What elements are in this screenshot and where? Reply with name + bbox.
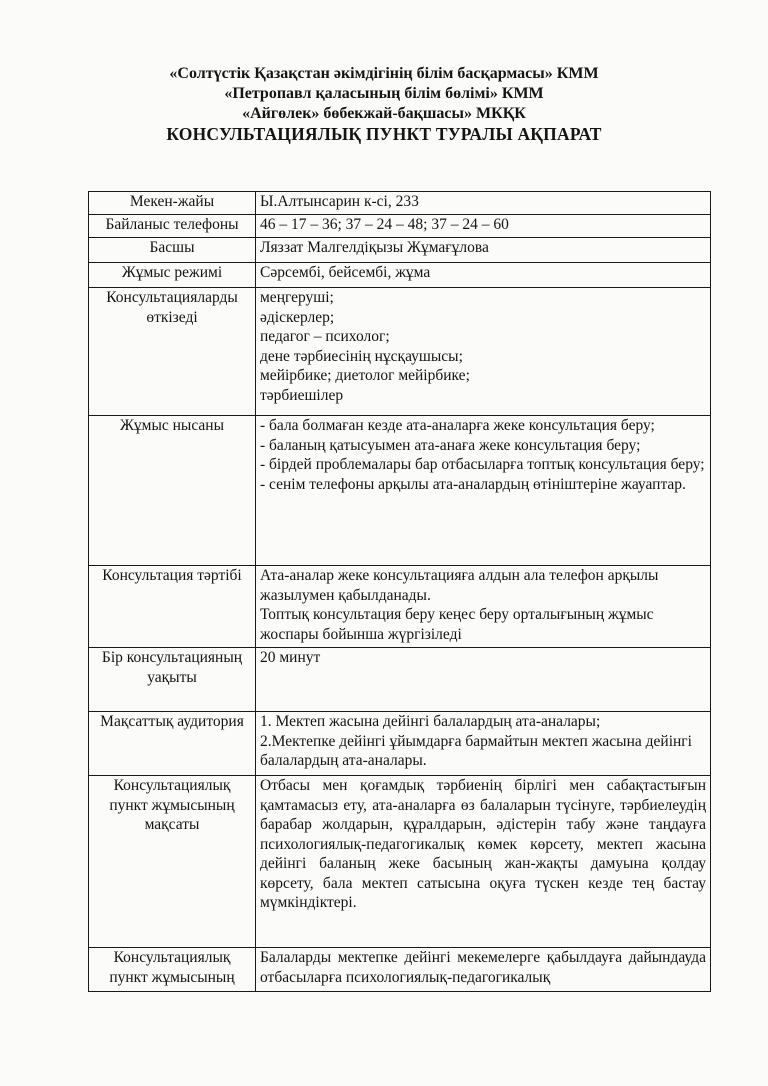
- value-consultants: [256, 288, 711, 416]
- value-forms: [256, 416, 711, 566]
- table-row-order: [89, 566, 711, 648]
- list-item: меңгеруші;: [260, 289, 334, 306]
- header-line-region: «Солтүстік Қазақстан әкімдігінің білім басқармасы» КММ: [169, 65, 599, 82]
- label-head: Басшы: [89, 238, 256, 263]
- label-schedule: Жұмыс режимі: [89, 263, 256, 288]
- value-order: [256, 566, 711, 648]
- label-audience: Мақсаттық аудитория: [89, 712, 256, 776]
- list-item: мейірбике; диетолог мейірбике;: [260, 367, 470, 384]
- document-header: [0, 64, 768, 144]
- label-goal: Консультациялық пункт жұмысының мақсаты: [89, 776, 256, 948]
- table-row-head: [89, 238, 711, 263]
- document-title: КОНСУЛЬТАЦИЯЛЫҚ ПУНКТ ТУРАЛЫ АҚПАРАТ: [166, 124, 602, 144]
- table-row-tasks: [89, 948, 711, 992]
- value-address: Ы.Алтынсарин к-сі, 233: [256, 192, 711, 215]
- list-item: Ата-аналар жеке консультацияға алдын ала телефон арқылы жазылумен қабылданады.: [260, 567, 659, 604]
- list-item: - сенім телефоны арқылы ата-аналардың өтініштеріне жауаптар.: [260, 475, 686, 493]
- table-row-goal: [89, 776, 711, 948]
- value-audience: [256, 712, 711, 776]
- table-row-phone: [89, 215, 711, 238]
- info-table: [88, 191, 711, 992]
- header-line-city: «Петропавл қаласының білім бөлімі» КММ: [224, 85, 544, 102]
- list-item: педагог – психолог;: [260, 328, 390, 345]
- label-address: Мекен-жайы: [89, 192, 256, 215]
- value-head: Ляззат Малгелдіқызы Жұмағұлова: [256, 238, 711, 263]
- list-item: - бірдей проблемалары бар отбасыларға топтық консультация беру;: [260, 456, 705, 473]
- list-item: дене тәрбиесінің нұсқаушысы;: [260, 347, 463, 365]
- label-order: Консультация тәртібі: [89, 566, 256, 648]
- list-item: - баланың қатысуымен ата-анаға жеке консультация беру;: [260, 436, 641, 454]
- header-line-kindergarten: «Айгөлек» бөбекжай-бақшасы» МКҚК: [242, 105, 526, 122]
- table-row-schedule: [89, 263, 711, 288]
- list-item: Топтық консультация беру кеңес беру орталығының жұмыс жоспары бойынша жүргізіледі: [260, 606, 654, 643]
- value-phone: 46 – 17 – 36; 37 – 24 – 48; 37 – 24 – 60: [256, 215, 711, 238]
- value-tasks: Балаларды мектепке дейінгі мекемелерге қабылдауға дайындауда отбасыларға психологиялық-педагогикалық: [256, 948, 711, 992]
- label-phone: Байланыс телефоны: [89, 215, 256, 238]
- label-duration: Бір консультацияның уақыты: [89, 648, 256, 712]
- table-row-forms: [89, 416, 711, 566]
- table-row-audience: [89, 712, 711, 776]
- label-consultants: Консультацияларды өткізеді: [89, 288, 256, 416]
- list-item: тәрбиешілер: [260, 386, 344, 404]
- label-tasks: Консультациялық пункт жұмысының: [89, 948, 256, 992]
- list-item: 2.Мектепке дейінгі ұйымдарға бармайтын мектеп жасына дейінгі балалардың ата-аналары.: [260, 732, 692, 769]
- list-item: 1. Мектеп жасына дейінгі балалардың ата-аналары;: [260, 713, 601, 730]
- value-schedule: Сәрсембі, бейсембі, жұма: [256, 263, 711, 288]
- list-item: әдіскерлер;: [260, 308, 335, 326]
- value-duration: 20 минут: [256, 648, 711, 712]
- table-row-consultants: [89, 288, 711, 416]
- table-row-address: [89, 192, 711, 215]
- label-forms: Жұмыс нысаны: [89, 416, 256, 566]
- list-item: - бала болмаған кезде ата-аналарға жеке консультация беру;: [260, 417, 655, 434]
- value-goal: Отбасы мен қоғамдық тәрбиенің бірлігі мен сабақтастығын қамтамасыз ету, ата-аналарға өз балаларын түсінуге, тәрбиелеудің барабар жолдарын, құралдарын, әдістерін табу және таңдауға психологиялық-педагогикалық көмек көрсету, мектеп жасына дейінгі баланың жеке басының жан-жақты дамуына қолдау көрсету, бала мектеп сатысына оқуға түскен кезде тең бастау мүмкіндіктері.: [256, 776, 711, 948]
- table-row-duration: [89, 648, 711, 712]
